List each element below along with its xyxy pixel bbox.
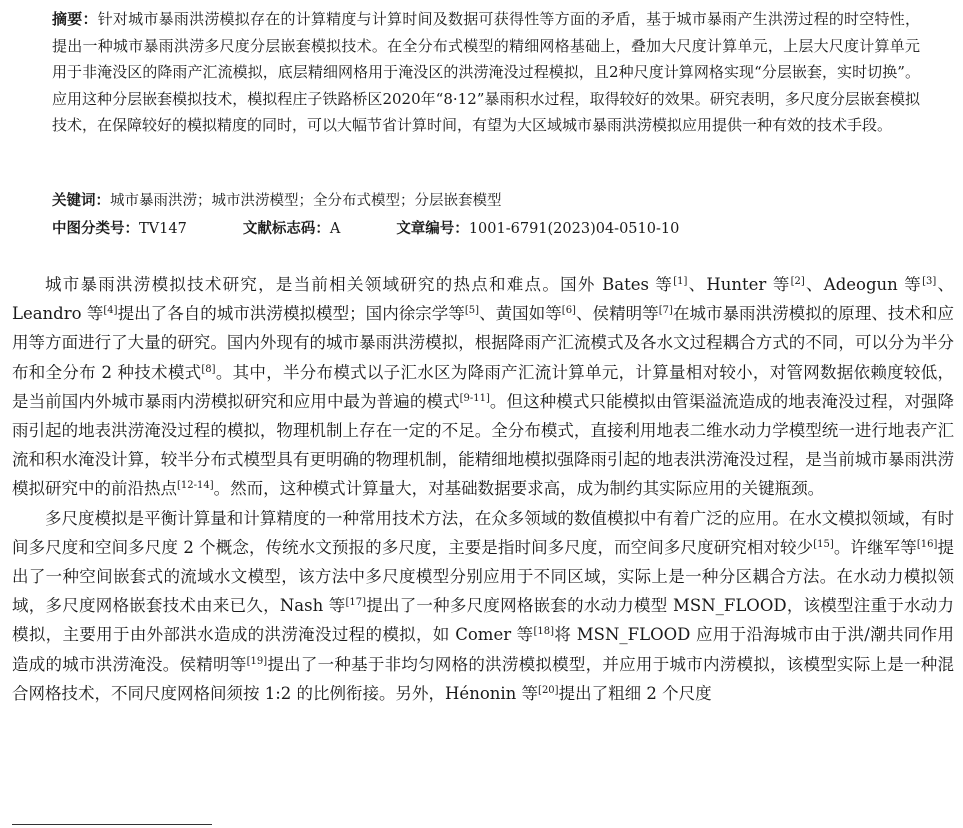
text-run: 提出了各自的城市洪涝模拟模型；国内徐宗学等 [117, 304, 465, 324]
citation: [3] [922, 276, 937, 287]
text-run: 提出了粗细 2 个尺度 [558, 683, 712, 703]
abstract [52, 6, 920, 139]
text-run: 多尺度模拟是平衡计算量和计算精度的一种常用技术方法，在众多领域的数值模拟中有着广泛的应用。在水文模拟领域，有时间多尺度和空间多尺度 2 个概念，传统水文预报的多尺度，主要是指时间多尺度，而空间多尺度研究相对较少 [12, 508, 954, 557]
doc-value: A [329, 221, 341, 237]
keywords-label: 关键词： [52, 193, 110, 209]
article-number [396, 216, 679, 242]
keywords [52, 188, 920, 214]
clc-value: TV147 [139, 221, 187, 237]
text-run: 在城市暴雨洪涝模拟的原理、技术和应用等方面进行了大量的研究。国内外现有的城市暴雨洪涝模拟，根据降雨产汇流模式及各水文过程耦合方式的不同，可以分为半分布和全分布 2 种技术模式 [12, 304, 955, 382]
citation: [4] [103, 305, 118, 317]
citation: [17] [345, 597, 366, 609]
text-run: 。其中，半分布模式以子汇水区为降雨产汇流计算单元，计算量相对较小，对管网数据依赖度较低，是当前国内外城市暴雨内涝模拟研究和应用中最为普遍的模式 [12, 362, 954, 411]
text-run: 、黄国如等 [479, 304, 562, 324]
text-run: 。但这种模式只能模拟由管渠溢流造成的地表淹没过程，对强降雨引起的地表洪涝淹没过程的模拟，物理机制上存在一定的不足。全分布模式，直接利用地表二维水动力学模型统一进行地表产汇流和积水淹没计算，较半分布式模型具有更明确的物理机制，能精细地模拟强降雨引起的地表洪涝淹没过程，是当前城市暴雨洪涝模拟研究中的前沿热点 [12, 391, 955, 499]
text-run: 提出了一种空间嵌套式的流域水文模型，该方法中多尺度模型分别应用于不同区域，实际上是一种分区耦合方法。在水动力模拟领域，多尺度网格嵌套技术由来已久，Nash 等 [12, 537, 955, 616]
citation: [15] [813, 538, 834, 550]
keywords-text: 城市暴雨洪涝；城市洪涝模型；全分布式模型；分层嵌套模型 [110, 193, 502, 209]
article-meta [52, 216, 920, 242]
citation: [1] [673, 276, 688, 287]
text-run: 将 MSN_FLOOD 应用于沿海城市由于洪/潮共同作用造成的城市洪涝淹没。侯精明等 [12, 625, 954, 674]
main-body [12, 270, 954, 708]
citation: [12-14] [177, 480, 214, 492]
document-code [243, 216, 340, 242]
text-run: 、Hunter 等 [687, 275, 791, 294]
citation: [18] [533, 626, 555, 638]
abstract-text: 针对城市暴雨洪涝模拟存在的计算精度与计算时间及数据可获得性等方面的矛盾，基于城市暴雨产生洪涝过程的时空特性，提出一种城市暴雨洪涝多尺度分层嵌套模拟技术。在全分布式模型的精细网格基础上，叠加大尺度计算单元，上层大尺度计算单元用于非淹没区的降雨产汇流模拟，底层精细网格用于淹没区的洪涝淹没过程模拟，且2种尺度计算网格实现“分层嵌套，实时切换”。应用这种分层嵌套模拟技术，模拟程庄子铁路桥区2020年“8·12”暴雨积水过程，取得较好的效果。研究表明，多尺度分层嵌套模拟技术，在保障较好的模拟精度的同时，可以大幅节省计算时间，有望为大区域城市暴雨洪涝模拟应用提供一种有效的技术手段。 [52, 10, 920, 134]
clc-number [52, 216, 187, 242]
citation: [20] [538, 684, 559, 696]
text-run: 。许继军等 [833, 537, 917, 557]
text-run: 、侯精明等 [575, 304, 659, 324]
paragraph-2 [12, 504, 954, 708]
footnote-rule [12, 824, 212, 825]
text-run: 城市暴雨洪涝模拟技术研究，是当前相关领域研究的热点和难点。国外 Bates 等 [45, 275, 674, 294]
abstract-label: 摘要： [52, 10, 98, 28]
clc-label: 中图分类号： [52, 221, 139, 237]
citation: [16] [916, 538, 938, 550]
citation: [19] [246, 655, 268, 667]
text-run: 提出了一种基于非均匀网格的洪涝模拟模型，并应用于城市内涝模拟，该模型实际上是一种混合网格技术，不同尺度网格间须按 1:2 的比例衔接。另外，Hénonin 等 [12, 654, 955, 703]
citation: [2] [790, 276, 805, 287]
text-run: 、Adeogun 等 [804, 275, 923, 294]
citation: [5] [464, 305, 480, 317]
doc-label: 文献标志码： [242, 221, 330, 237]
citation: [7] [658, 305, 673, 317]
citation: [9-11] [459, 392, 490, 404]
citation: [6] [561, 305, 576, 317]
text-run: 、Leandro 等 [12, 275, 954, 324]
text-run: 。然而，这种模式计算量大，对基础数据要求高，成为制约其实际应用的关键瓶颈。 [213, 479, 825, 499]
text-run: 提出了一种多尺度网格嵌套的水动力模型 MSN_FLOOD，该模型注重于水动力模拟，主要用于由外部洪水造成的洪涝淹没过程的模拟，如 Comer 等 [12, 596, 954, 645]
citation: [8] [201, 363, 216, 375]
paragraph-1 [12, 270, 954, 504]
article-value: 1001-6791(2023)04-0510-10 [468, 221, 680, 237]
article-label: 文章编号： [396, 221, 469, 237]
